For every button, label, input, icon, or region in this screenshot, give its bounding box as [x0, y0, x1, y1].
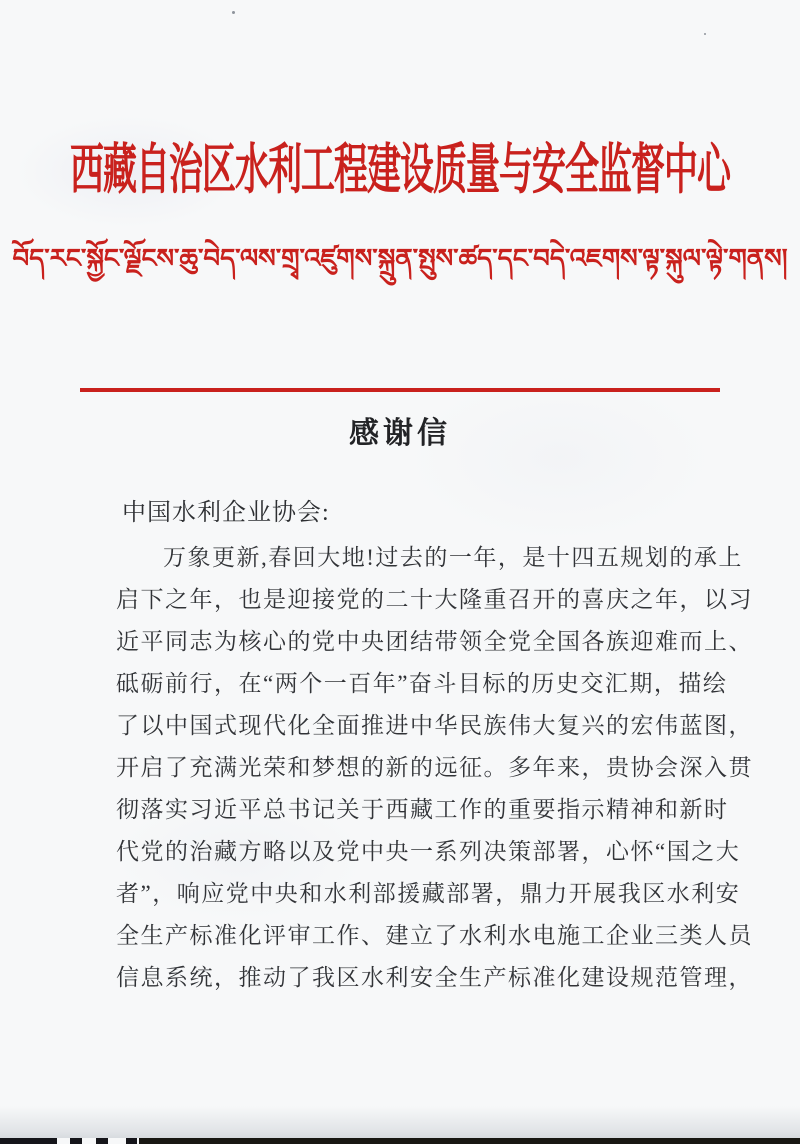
- body-line: 砥砺前行，在“两个一百年”奋斗目标的历史交汇期，描绘: [116, 671, 728, 696]
- body-line: 开启了充满光荣和梦想的新的远征。多年来，贵协会深入贯: [116, 755, 753, 780]
- scan-edge-fragment: [0, 1138, 57, 1144]
- scan-edge-fragment: [126, 1138, 137, 1144]
- scan-shadow-band: [0, 1106, 800, 1138]
- scan-edge-bar: [139, 1138, 800, 1144]
- body-line: 近平同志为核心的党中央团结带领全党全国各族迎难而上、: [116, 629, 753, 654]
- scan-edge-strip: [0, 1135, 800, 1144]
- body-line: 者”，响应党中央和水利部援藏部署，鼎力开展我区水利安: [116, 881, 741, 906]
- letter-paragraph: [116, 537, 753, 999]
- scan-edge-fragment: [96, 1138, 108, 1144]
- scan-edge-fragment: [70, 1138, 82, 1144]
- letterhead-divider-line: [80, 388, 720, 392]
- body-line: 信息系统，推动了我区水利安全生产标准化建设规范管理，: [116, 965, 753, 990]
- body-line: 万象更新,春回大地!过去的一年，是十四五规划的承上: [163, 545, 743, 570]
- body-line: 启下之年，也是迎接党的二十大隆重召开的喜庆之年，以习: [116, 587, 753, 612]
- body-line: 代党的治藏方略以及党中央一系列决策部署，心怀“国之大: [116, 839, 741, 864]
- scan-speck: [704, 33, 706, 35]
- salutation: 中国水利企业协会:: [122, 500, 330, 526]
- body-line: 全生产标准化评审工作、建立了水利水电施工企业三类人员: [116, 923, 753, 948]
- letter-title: 感谢信: [349, 417, 451, 450]
- org-title-tibetan: བོད་རང་སྐྱོང་ལྗོངས་ཆུ་བེད་ལས་གྲྭ་འཛུགས་སྐྲུན་སྤུས་ཚད་དང་བདེ་འཇགས་ལྟ་སྐུལ་ལྟེ་གནས།: [12, 244, 788, 273]
- org-title-chinese: 西藏自治区水利工程建设质量与安全监督中心: [70, 141, 730, 201]
- scan-speck: [232, 11, 235, 14]
- body-line: 彻落实习近平总书记关于西藏工作的重要指示精神和新时: [116, 797, 729, 822]
- body-line: 了以中国式现代化全面推进中华民族伟大复兴的宏伟蓝图，: [116, 713, 753, 738]
